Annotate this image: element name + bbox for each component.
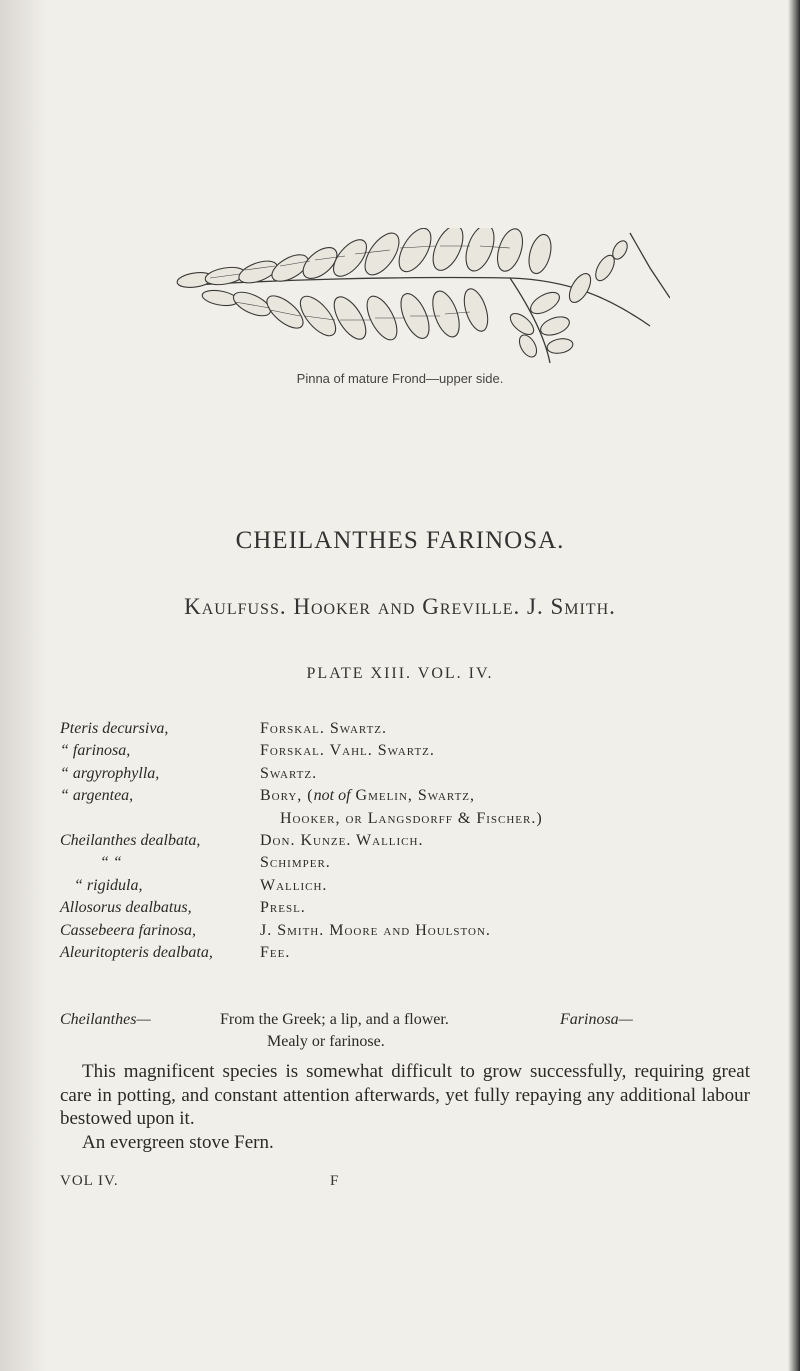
synonym-authority: Schimper.: [260, 854, 331, 872]
etymology-genus-meaning: From the Greek; a lip, and a flower.: [220, 1011, 449, 1028]
etymology-species-meaning: Mealy or farinose.: [267, 1033, 385, 1050]
synonym-authority: [260, 785, 475, 807]
description-paragraph: This magnificent species is somewhat difficult to grow successfully, requiring great care in potting, and constant attention afterwards, yet fully repaying any additional labour bestowed upon it.: [60, 1061, 750, 1129]
synonym-authority: Swartz.: [260, 764, 318, 782]
synonym-name: “ “: [100, 854, 122, 872]
synonym-name: “ farinosa,: [60, 742, 131, 760]
species-title: CHEILANTHES FARINOSA.: [235, 527, 565, 554]
synonym-row: [60, 785, 760, 807]
synonym-authority: Hooker, or Langsdorff & Fischer.): [280, 809, 543, 827]
synonym-authority-post: Gmelin, Swartz,: [350, 787, 476, 805]
authorities-line: Kaulfuss. Hooker and Greville. J. Smith.: [184, 594, 616, 619]
synonym-name: Pteris decursiva,: [60, 720, 169, 737]
synonym-row: [60, 718, 760, 740]
description-text: [60, 1060, 750, 1154]
synonym-row: [60, 763, 760, 785]
synonym-row: [60, 875, 760, 897]
synonym-authority: J. Smith. Moore and Houlston.: [260, 921, 491, 939]
synonymy-list: [60, 718, 760, 964]
synonym-authority: Forskal. Vahl. Swartz.: [260, 742, 435, 760]
synonym-name: Cassebeera farinosa,: [60, 921, 196, 939]
synonym-authority: Wallich.: [260, 876, 328, 894]
synonym-authority: Forskal. Swartz.: [260, 720, 388, 737]
synonym-authority-italic: not of: [313, 787, 351, 805]
etymology-genus: Cheilanthes—: [60, 1011, 151, 1028]
synonym-name: “ argyrophylla,: [60, 764, 160, 782]
synonym-name: Allosorus dealbatus,: [60, 899, 192, 917]
description-note: An evergreen stove Fern.: [82, 1131, 274, 1153]
synonym-row: [60, 852, 760, 874]
synonym-row: [60, 808, 760, 830]
page-footer: [60, 1173, 660, 1190]
synonym-row: [60, 920, 760, 942]
synonym-row: [60, 897, 760, 919]
synonym-row: [60, 740, 760, 762]
plate-volume-line: PLATE XIII. VOL. IV.: [306, 665, 494, 682]
synonym-authority: Fee.: [260, 943, 291, 961]
synonym-row: [60, 942, 760, 964]
synonym-name: Aleuritopteris dealbata,: [60, 943, 213, 961]
synonym-name: “ argentea,: [60, 787, 134, 805]
synonym-row: [60, 830, 760, 852]
synonym-authority-pre: Bory, (: [260, 787, 314, 805]
synonym-authority: Presl.: [260, 899, 306, 917]
synonym-name: Cheilanthes dealbata,: [60, 831, 201, 849]
page-binding-right: [788, 0, 800, 1371]
etymology-species: Farinosa—: [560, 1011, 633, 1028]
page-shadow-left: [0, 0, 48, 1371]
volume-mark: VOL IV.: [60, 1173, 119, 1189]
fern-pinna-illustration: [150, 228, 670, 368]
signature-mark: F: [330, 1173, 340, 1189]
figure-caption: Pinna of mature Frond—upper side.: [296, 371, 504, 386]
synonym-authority: Don. Kunze. Wallich.: [260, 831, 424, 849]
synonym-name: “ rigidula,: [74, 876, 143, 894]
